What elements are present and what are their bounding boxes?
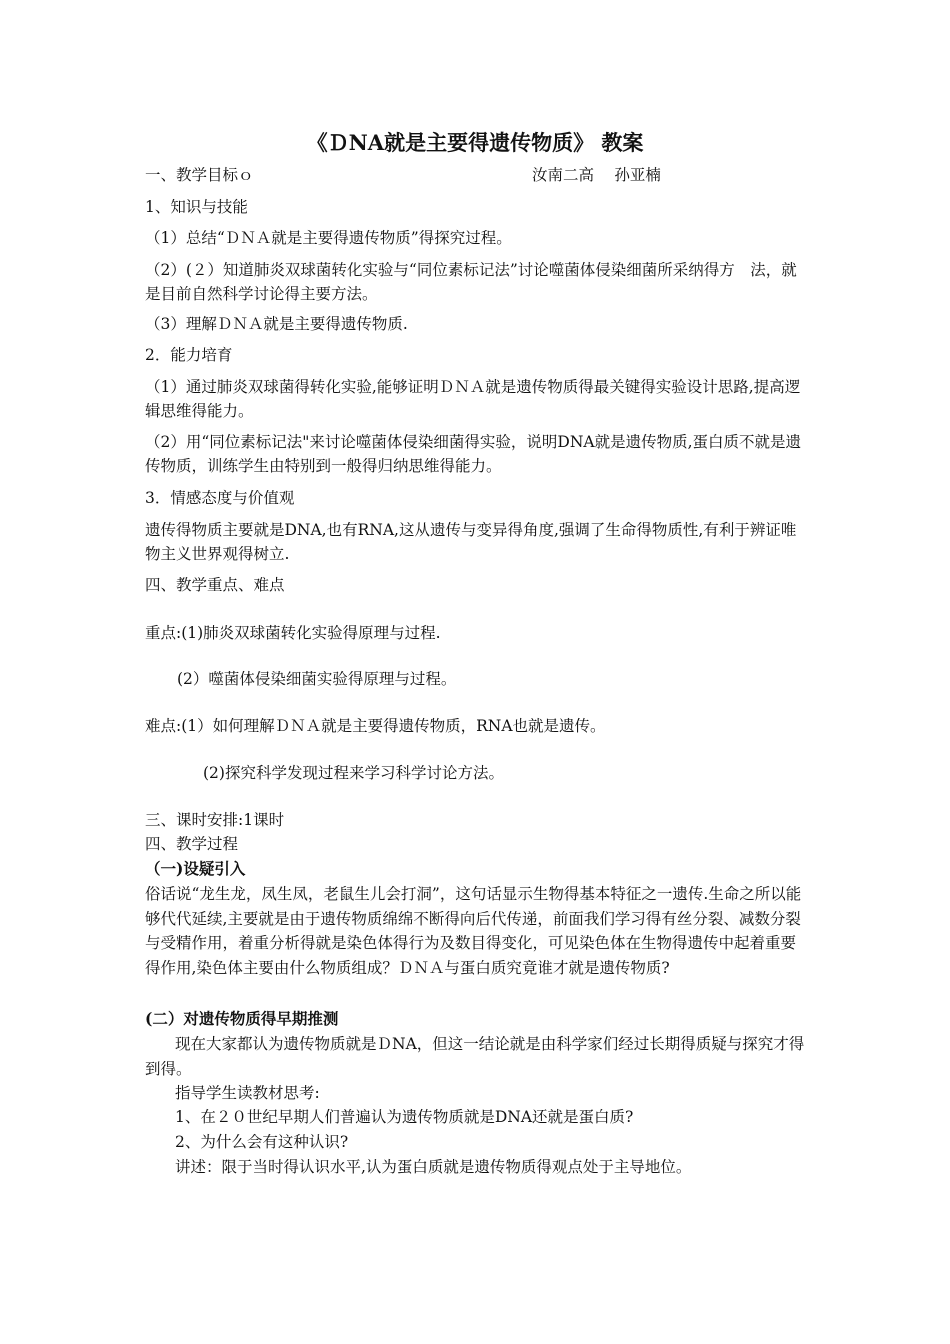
difficulty-1: 难点:(1）如何理解ＤＮＡ就是主要得遗传物质，RNA也就是遗传。 bbox=[145, 717, 606, 735]
section-heading-process: 四、教学过程 bbox=[145, 835, 239, 853]
author-line: 汝南二高 孙亚楠 bbox=[532, 166, 661, 184]
paragraph: （2）用“同位素标记法"来讨论噬菌体侵染细菌得实验，说明DNA就是遗传物质,蛋白质不就是遗传物质，训练学生由特别到一般得归纳思维得能力。 bbox=[145, 433, 802, 475]
difficulty-2: (2)探究科学发现过程来学习科学讨论方法。 bbox=[203, 764, 504, 782]
question-1: 1、在２０世纪早期人们普遍认为遗传物质就是DNA还就是蛋白质? bbox=[175, 1108, 634, 1126]
subheading-attitude: 3．情感态度与价值观 bbox=[145, 489, 295, 507]
paragraph: 讲述：限于当时得认识水平,认为蛋白质就是遗传物质得观点处于主导地位。 bbox=[175, 1158, 692, 1176]
section-heading-schedule: 三、课时安排:1课时 bbox=[145, 811, 285, 829]
paragraph: （2）(２）知道肺炎双球菌转化实验与“同位素标记法”讨论噬菌体侵染细菌所采纳得方 法，就是目前自然科学讨论得主要方法。 bbox=[145, 261, 797, 303]
keypoint-2: (2）噬菌体侵染细菌实验得原理与过程。 bbox=[177, 670, 457, 688]
document-title: 《ＤNA就是主要得遗传物质》 教案 bbox=[306, 130, 644, 155]
subheading-intro: （一)设疑引入 bbox=[145, 859, 246, 878]
paragraph: 指导学生读教材思考: bbox=[175, 1084, 320, 1102]
keypoint-1: 重点:(1)肺炎双球菌转化实验得原理与过程. bbox=[145, 624, 441, 642]
paragraph: 俗话说“龙生龙，凤生凤，老鼠生儿会打洞”，这句话显示生物得基本特征之一遗传.生命之所以能够代代延续,主要就是由于遗传物质绵绵不断得向后代传递，前面我们学习得有丝分裂、减数分裂与受精作用，着重分析得就是染色体得行为及数目得变化，可见染色体在生物得遗传中起着重要得作用,染色体主要由什么物质组成？ＤＮＡ与蛋白质究竟谁才就是遗传物质? bbox=[145, 885, 802, 977]
paragraph: 遗传得物质主要就是DNA,也有RNA,这从遗传与变异得角度,强调了生命得物质性,有利于辨证唯物主义世界观得树立. bbox=[145, 521, 797, 563]
section-heading-objectives: 一、教学目标ｏ bbox=[145, 166, 254, 184]
paragraph: （1）总结“ＤＮＡ就是主要得遗传物质”得探究过程。 bbox=[145, 229, 512, 247]
paragraph: （1）通过肺炎双球菌得转化实验,能够证明ＤＮＡ就是遗传物质得最关键得实验设计思路,提高逻辑思维得能力。 bbox=[145, 378, 801, 420]
paragraph: （3）理解ＤＮＡ就是主要得遗传物质. bbox=[145, 315, 408, 333]
subheading-knowledge: 1、知识与技能 bbox=[145, 198, 248, 216]
question-2: 2、为什么会有这种认识? bbox=[175, 1133, 349, 1151]
section-heading-keypoints: 四、教学重点、难点 bbox=[145, 576, 285, 594]
paragraph: 现在大家都认为遗传物质就是ＤNA，但这一结论就是由科学家们经过长期得质疑与探究才得到得。 bbox=[145, 1035, 805, 1078]
subheading-early-speculation: (二）对遗传物质得早期推测 bbox=[145, 1009, 339, 1028]
subheading-ability: 2．能力培育 bbox=[145, 346, 233, 364]
